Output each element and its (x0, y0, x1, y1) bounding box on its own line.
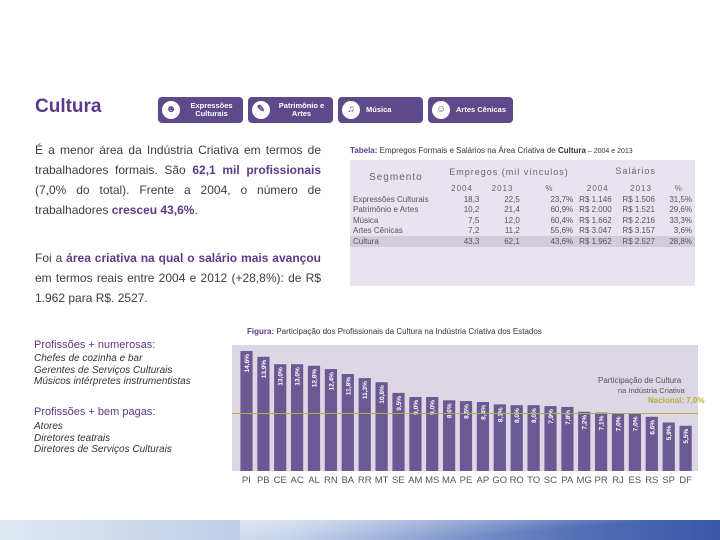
bar-label: 9,0% (429, 400, 437, 415)
theater-icon: ☺ (432, 101, 450, 119)
cell: 12,0 (504, 215, 520, 225)
caption-text: Empregos Formais e Salários na Área Criativa de (377, 146, 558, 155)
cell: R$ 1.521 (622, 205, 655, 215)
cell-segment: Expressões Culturais (353, 194, 429, 204)
cell: R$ 2.527 (619, 236, 662, 247)
cell: 60,4% (550, 215, 574, 225)
list-item: Chefes de cozinha e bar (34, 353, 143, 364)
cell: 60,9% (550, 205, 574, 215)
bar-label: 7,8% (564, 409, 572, 425)
numerous-list (34, 353, 191, 388)
bar-label: 13,9% (260, 359, 268, 379)
category-label: CE (273, 475, 287, 486)
bar-label: 7,0% (615, 416, 623, 432)
bar-label: 5,5% (683, 428, 691, 444)
text: . (194, 203, 198, 217)
caption-text: Participação dos Profissionais da Cultura na Indústria Criativa dos Estados (274, 327, 542, 336)
bar-label: 10,8% (379, 385, 387, 404)
cell: R$ 3.047 (579, 226, 612, 236)
category-label: MA (441, 475, 457, 486)
numerous-heading: Profissões + numerosas: (34, 339, 156, 351)
legend-line-2: na Indústria Criativa (618, 386, 685, 395)
highlight: área criativa na qual o salário mais avançou (66, 251, 321, 265)
footer-band (0, 520, 720, 540)
cell: R$ 1.506 (622, 194, 655, 204)
category-label: MG (576, 475, 592, 486)
bar-label: 7,1% (598, 415, 606, 431)
text: (7,0% do total). Frente a 2004, o número de trabalhadores (35, 183, 321, 217)
caption-years: – 2004 e 2013 (585, 148, 633, 155)
table-row (350, 215, 695, 226)
bar-label: 8,0% (531, 408, 539, 424)
year-header: 2004 (586, 183, 609, 193)
cell: 31,5% (669, 194, 692, 204)
tab-label: Artes Cênicas (456, 105, 507, 115)
text: É a menor área da Indústria Criativa em termos de trabalhadores formais. São (35, 143, 321, 177)
tab-artes-cenicas[interactable] (428, 97, 513, 123)
year-header: 2013 (630, 183, 652, 193)
state-share-chart (232, 345, 705, 487)
highlight: cresceu 43,6% (111, 203, 195, 217)
cell: 22,5 (504, 194, 520, 204)
category-label: SP (662, 475, 676, 486)
cell: 23,7% (550, 194, 574, 204)
year-header: 2013 (491, 183, 514, 193)
cell: 7,5 (468, 215, 480, 225)
caption-label: Figura: (247, 327, 275, 336)
category-label: BA (341, 475, 355, 486)
cell: 7,2 (468, 226, 480, 236)
category-label: PB (256, 475, 270, 486)
category-label: SE (392, 475, 405, 486)
cell: R$ 1.962 (576, 236, 619, 247)
list-item: Diretores de Serviços Culturais (34, 444, 172, 455)
cell: 21,4 (504, 205, 520, 215)
caption-label: Tabela: (350, 146, 378, 155)
salary-paragraph (35, 248, 321, 308)
bar-label: 8,4% (480, 405, 488, 420)
tab-patrimonio-e-artes[interactable] (248, 97, 333, 123)
category-label: GO (492, 475, 508, 486)
cell: 28,8% (663, 236, 695, 247)
category-label: PE (459, 475, 473, 486)
table-row (350, 226, 695, 237)
bar-label: 9,5% (395, 395, 403, 411)
cell: 62,1 (482, 236, 523, 247)
category-label: AP (476, 475, 490, 486)
legend-line-1: Participação de Cultura (598, 376, 682, 385)
cell: 3,6% (673, 226, 692, 236)
col-segment: Segmento (369, 171, 423, 183)
cell: R$ 1.146 (579, 194, 612, 204)
category-label: PI (241, 475, 251, 486)
bar-label: 9,0% (412, 400, 420, 415)
cell: 10,2 (463, 205, 480, 215)
category-label: RO (509, 475, 524, 486)
category-label: MT (374, 475, 389, 486)
bar-label: 7,2% (581, 414, 589, 430)
cell: 43,6% (523, 236, 576, 247)
category-label: AL (308, 475, 320, 486)
col-jobs: Empregos (mil vínculos) (449, 167, 569, 177)
category-label: RS (645, 475, 659, 486)
music-icon: ♫ (342, 101, 360, 119)
list-item: Diretores teatrais (34, 432, 111, 444)
tab-expressoes-culturais[interactable] (158, 97, 243, 123)
cell: R$ 3.157 (622, 226, 655, 236)
cell-segment: Música (353, 215, 379, 225)
tab-label: Expressões Culturais (190, 101, 233, 118)
bar-label: 11,3% (362, 381, 370, 400)
bar-label: 12,8% (311, 368, 319, 388)
category-label: PR (594, 475, 608, 486)
category-label: DF (679, 475, 692, 486)
year-header: 2004 (451, 183, 473, 193)
text: Foi a (35, 251, 67, 265)
legend-line-3: Nacional: 7,0% (648, 396, 705, 405)
category-label: RJ (612, 475, 624, 486)
category-label: TO (527, 475, 541, 486)
intro-paragraph (35, 140, 321, 220)
category-label: AC (290, 475, 304, 486)
cell: 55,6% (550, 226, 574, 236)
table-caption (350, 146, 633, 155)
cell: 18,3 (463, 194, 480, 204)
category-label: ES (628, 475, 642, 486)
table-total-row (350, 236, 695, 247)
table-row (350, 205, 695, 216)
category-label: RN (324, 475, 338, 486)
jobs-table (350, 160, 695, 286)
list-item: Gerentes de Serviços Culturais (34, 364, 173, 376)
bar-label: 8,1% (497, 407, 505, 423)
bar-label: 12,4% (328, 372, 336, 391)
cell: R$ 2.000 (579, 205, 612, 215)
category-label: MS (425, 475, 440, 486)
bar-label: 14,6% (243, 354, 251, 373)
bar-label: 11,8% (345, 377, 353, 396)
paid-heading: Profissões + bem pagas: (34, 406, 156, 418)
cell: R$ 1.662 (579, 215, 612, 225)
tab-musica[interactable] (338, 97, 423, 123)
bar-label: 8,0% (514, 408, 522, 424)
figure-caption (247, 327, 542, 336)
cell-segment: Artes Cênicas (353, 226, 403, 236)
pct-header: % (545, 183, 554, 193)
page-title: Cultura (35, 96, 102, 117)
bar-label: 8,6% (446, 403, 454, 419)
list-item: Atores (34, 421, 63, 432)
category-label: AM (408, 475, 423, 486)
bar-label: 5,9% (666, 425, 674, 441)
cell: 29,6% (669, 205, 692, 215)
cell: 11,2 (504, 226, 520, 236)
cell: 33,3% (669, 215, 692, 225)
cell-segment: Patrimônio e Artes (353, 205, 419, 215)
category-label: RR (357, 475, 372, 486)
bar-label: 7,0% (632, 416, 640, 432)
bar-label: 6,6% (649, 419, 657, 435)
category-label: SC (543, 475, 558, 486)
caption-bold: Cultura (557, 146, 586, 155)
text: em termos reais entre 2004 e 2012 (+28,8%): de R$ 1.962 para R$. 2527. (35, 271, 321, 305)
bar-label: 13,0% (294, 367, 302, 386)
mask-icon: ☻ (162, 101, 180, 119)
category-label: PA (561, 475, 574, 486)
cell: 43,3 (442, 236, 483, 247)
cell: R$ 2.216 (622, 215, 655, 225)
paid-list (34, 421, 172, 456)
list-item: Músicos intérpretes instrumentistas (34, 376, 191, 387)
table-row (350, 194, 695, 205)
pct-header: % (674, 183, 683, 193)
tab-label: Patrimônio e Artes (278, 101, 325, 118)
bar-label: 8,5% (463, 404, 471, 419)
cell-segment: Cultura (350, 236, 442, 247)
tab-label: Música (366, 105, 392, 115)
highlight: 62,1 mil profissionais (192, 163, 322, 177)
palette-icon: ✎ (252, 101, 270, 119)
bar-label: 7,9% (547, 409, 555, 424)
bar-label: 13,0% (277, 367, 285, 386)
area-tabs (158, 97, 513, 123)
col-salary: Salários (615, 166, 656, 176)
